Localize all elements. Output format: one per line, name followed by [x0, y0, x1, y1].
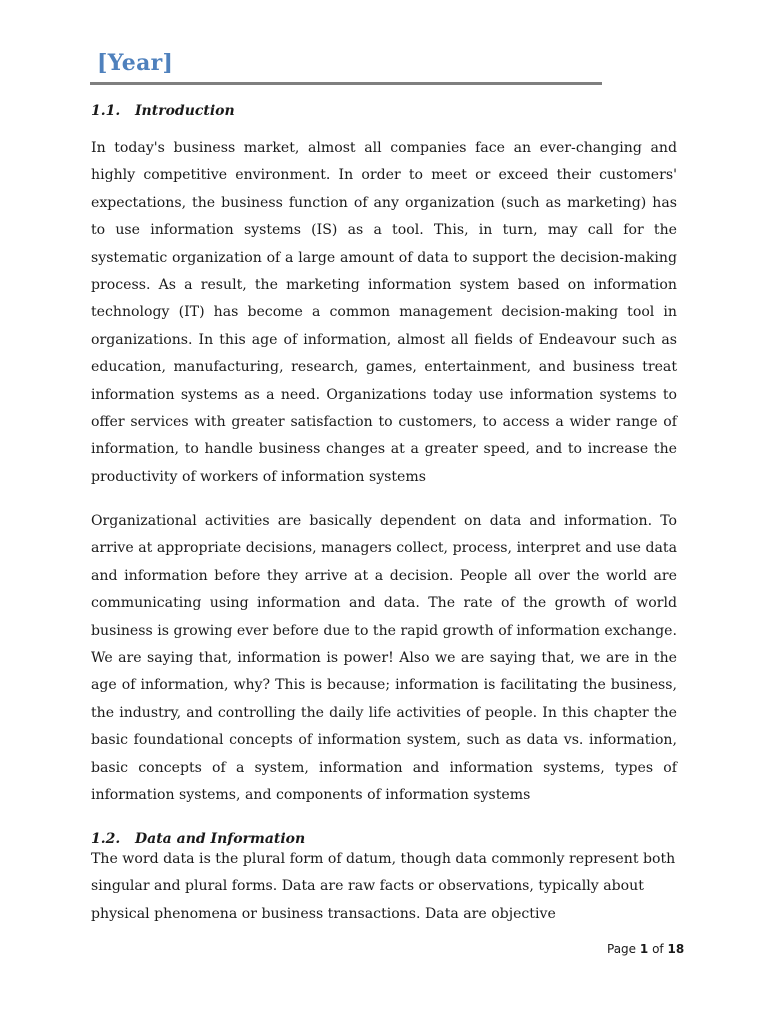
page-number-footer [607, 942, 684, 956]
of-label: of [652, 942, 664, 956]
current-page-number: 1 [639, 942, 649, 956]
section-heading-introduction [91, 103, 235, 119]
header-divider [90, 82, 602, 85]
section-title: Data and Information [135, 831, 306, 847]
paragraph: Organizational activities are basically dependent on data and information. To arrive at appropriate decisions, managers collect, process, interpret and use data and information before they arrive at a decision. People all over the world are communicating using information and data. The rate of the growth of world business is growing ever before due to the rapid growth of information exchange. We are saying that, information is power! Also we are saying that, we are in the age of information, why? This is because; information is facilitating the business, the industry, and controlling the daily life activities of people. In this chapter the basic foundational concepts of information system, such as data vs. information, basic concepts of a system, information and information systems, types of information systems, and components of information systems [91, 513, 677, 804]
header-year: [Year] [97, 50, 174, 76]
section-heading-data-and-information [91, 831, 305, 847]
section-number: 1.2. [91, 831, 121, 847]
section-title: Introduction [135, 103, 235, 119]
section-number: 1.1. [91, 103, 121, 119]
paragraph: The word data is the plural form of datum, though data commonly represent both singular and plural forms. Data are raw facts or observations, typically about physical phenomena or business transactions. Data are objective [91, 851, 676, 922]
total-pages-number: 18 [667, 942, 685, 956]
paragraph: In today's business market, almost all companies face an ever-changing and highly competitive environment. In order to meet or exceed their customers' expectations, the business function of any organization (such as marketing) has to use information systems (IS) as a tool. This, in turn, may call for the systematic organization of a large amount of data to support the decision-making process. As a result, the marketing information system based on information technology (IT) has become a common management decision-making tool in organizations. In this age of information, almost all fields of Endeavour such as education, manufacturing, research, games, entertainment, and business treat information systems as a need. Organizations today use information systems to offer services with greater satisfaction to customers, to access a wider range of information, to handle business changes at a greater speed, and to increase the productivity of workers of information systems [91, 140, 677, 485]
page-label: Page [607, 942, 637, 956]
